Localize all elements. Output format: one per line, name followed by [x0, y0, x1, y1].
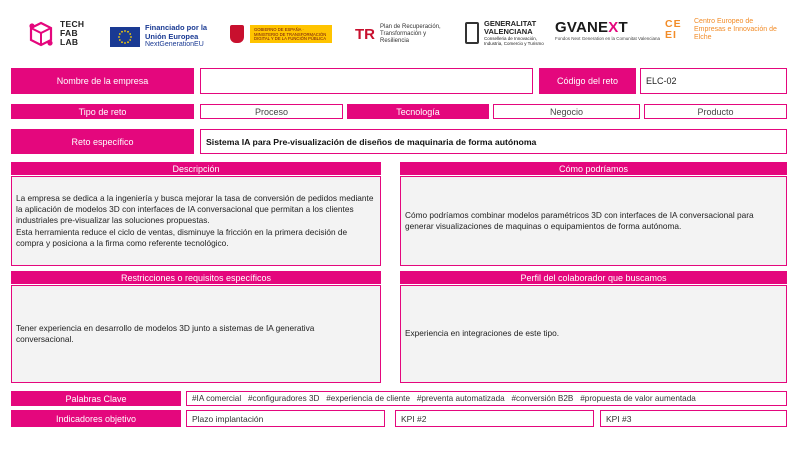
- tipo-option-producto[interactable]: Producto: [644, 104, 787, 119]
- tipo-reto-label: Tipo de reto: [11, 104, 194, 119]
- prtr-icon: TR: [355, 26, 375, 43]
- perfil-text[interactable]: Experiencia en integraciones de este tipo.: [400, 285, 787, 383]
- gva-subtitle: Conselleria de Innovación, Industria, Comercio y Turismo: [484, 36, 544, 46]
- eu-flag-icon: [110, 27, 140, 47]
- plan-recuperacion-logo: [355, 24, 452, 45]
- perfil-header: Perfil del colaborador que buscamos: [400, 271, 787, 284]
- tipo-option-proceso[interactable]: Proceso: [200, 104, 343, 119]
- restricciones-text[interactable]: Tener experiencia en desarrollo de modelos 3D junto a sistemas de IA generativa conversacional.: [11, 285, 381, 383]
- techfablab-line-2: FAB: [60, 28, 78, 38]
- empresa-field[interactable]: [200, 68, 533, 94]
- descripcion-text[interactable]: La empresa se dedica a la ingeniería y busca mejorar la tasa de conversión de pedidos mediante la aplicación de modelos 3D con interfaces de IA conversacional que permitan a los clientes industriales pre-visualizar las soluciones propuestas. Esta herramienta reduce el ciclo de ventas, disminuye la fricción en la primera decisión de compra y posiciona a la firma como referente tecnológico.: [11, 176, 381, 266]
- plan-text: Plan de Recuperación, Transformación y Resiliencia: [380, 24, 441, 44]
- tipo-option-tecnologia[interactable]: Tecnología: [347, 104, 489, 119]
- logo-bar: [0, 0, 800, 60]
- indicadores-label: Indicadores objetivo: [11, 410, 181, 427]
- eu-logo: [110, 24, 225, 50]
- gvanext-logo: [555, 20, 660, 41]
- kpi-1-field[interactable]: Plazo implantación: [186, 410, 385, 427]
- ceei-logo: [665, 18, 784, 42]
- palabras-clave-label: Palabras Clave: [11, 391, 181, 406]
- reto-especifico-field[interactable]: Sistema IA para Pre-visualización de diseños de maquinaria de forma autónoma: [200, 129, 787, 154]
- techfablab-line-3: LAB: [60, 37, 79, 47]
- techfablab-line-1: TECH: [60, 19, 85, 29]
- gvanext-title: GVANEXT: [555, 19, 628, 36]
- restricciones-header: Restricciones o requisitos específicos: [11, 271, 381, 284]
- kpi-3-field[interactable]: KPI #3: [600, 410, 787, 427]
- eu-subtitle: NextGenerationEU: [145, 41, 204, 48]
- gobierno-logo: [230, 25, 332, 43]
- codigo-label: Código del reto: [539, 68, 636, 94]
- tipo-option-negocio[interactable]: Negocio: [493, 104, 640, 119]
- techfablab-logo: [28, 20, 84, 47]
- gva-title: GENERALITAT VALENCIANA: [484, 19, 537, 36]
- palabras-clave-field[interactable]: #IA comercial #configuradores 3D #experiencia de cliente #preventa automatizada #conversión B2B #propuesta de valor aumentada: [186, 391, 787, 406]
- empresa-label: Nombre de la empresa: [11, 68, 194, 94]
- generalitat-logo: [465, 20, 556, 46]
- eu-title: Financiado por la Unión Europea: [145, 23, 208, 41]
- techfablab-cube-icon: [28, 21, 54, 47]
- como-podriamos-text[interactable]: Cómo podríamos combinar modelos paramétricos 3D con interfaces de IA conversacional para generar visualizaciones de maquinas o equipamientos de forma autónoma.: [400, 176, 787, 266]
- descripcion-header: Descripción: [11, 162, 381, 175]
- generalitat-crest-icon: [465, 22, 479, 44]
- codigo-field[interactable]: ELC-02: [640, 68, 787, 94]
- kpi-2-field[interactable]: KPI #2: [395, 410, 594, 427]
- reto-especifico-label: Reto específico: [11, 129, 194, 154]
- spain-shield-icon: [230, 25, 244, 43]
- gobierno-text: GOBIERNO DE ESPAÑA · MINISTERIO DE TRANSFORMACIÓN DIGITAL Y DE LA FUNCIÓN PÚBLICA: [250, 25, 332, 43]
- gvanext-subtitle: Fondos Next Generation en la Comunitat Valenciana: [555, 36, 660, 41]
- ceei-mark: CE EI: [665, 18, 682, 41]
- ceei-text: Centro Europeo de Empresas e Innovación de Elche: [694, 18, 777, 41]
- como-podriamos-header: Cómo podríamos: [400, 162, 787, 175]
